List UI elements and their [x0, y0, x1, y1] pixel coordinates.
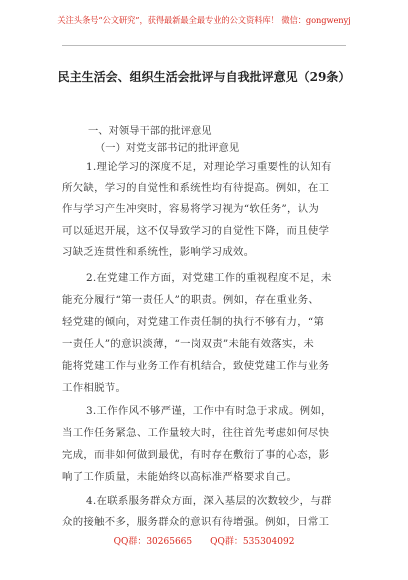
- body-line: 能充分履行“第一责任人”的职责。例如，存在重业务、: [62, 294, 320, 306]
- footer-qq-group-2: QQ群：535304092: [210, 537, 295, 547]
- document-title: 民主生活会、组织生活会批评与自我批评意见（29条）: [57, 70, 351, 84]
- body-line: 2.在党建工作方面，对党建工作的重视程度不足，未: [86, 272, 332, 284]
- body-line: 习缺乏连贯性和系统性，影响学习成效。: [62, 246, 255, 258]
- body-line: 完成，而非如何做到最优，有时存在敷衍了事的心态，影: [62, 449, 330, 461]
- body-line: 众的接触不多，服务群众的意识有待增强。例如，日常工: [62, 516, 330, 528]
- body-line: 1.理论学习的深度不足，对理论学习重要性的认知有: [86, 161, 332, 173]
- body-line: 所欠缺，学习的自觉性和系统性均有待提高。例如，在工: [62, 182, 330, 194]
- header-promo-text: 关注头条号“公文研究”，获得最新最全最专业的公文资料库！ 微信：gongwenyj: [57, 15, 351, 25]
- header-divider: [62, 45, 346, 46]
- body-line: 可以延迟开展，这不仅导致学习的自觉性下降，而且使学: [62, 225, 330, 237]
- subsection-heading: （一）对党支部书记的批评意见: [95, 142, 240, 154]
- footer-qq-groups: [0, 534, 408, 547]
- body-line: 4.在联系服务群众方面，深入基层的次数较少，与群: [86, 495, 332, 507]
- footer-qq-group-1: QQ群：30265665: [113, 537, 193, 547]
- section-heading: 一、对领导干部的批评意见: [88, 125, 212, 137]
- body-line: 作与学习产生冲突时，容易将学习视为“软任务”，认为: [62, 203, 320, 215]
- body-line: 轻党建的倾向，对党建工作责任制的执行不够有力，“第: [62, 316, 325, 328]
- body-line: 当工作任务紧急、工作量较大时，往往首先考虑如何尽快: [62, 427, 330, 439]
- body-line: 3.工作作风不够严谨，工作中有时急于求成。例如，: [86, 405, 332, 417]
- body-line: 工作相脱节。: [62, 382, 127, 394]
- body-line: 响了工作质量，未能始终以高标准严格要求自己。: [62, 471, 298, 483]
- body-line: 一责任人”的意识淡薄，“一岗双责”未能有效落实，未: [62, 338, 315, 350]
- body-line: 能将党建工作与业务工作有机结合，致使党建工作与业务: [62, 360, 330, 372]
